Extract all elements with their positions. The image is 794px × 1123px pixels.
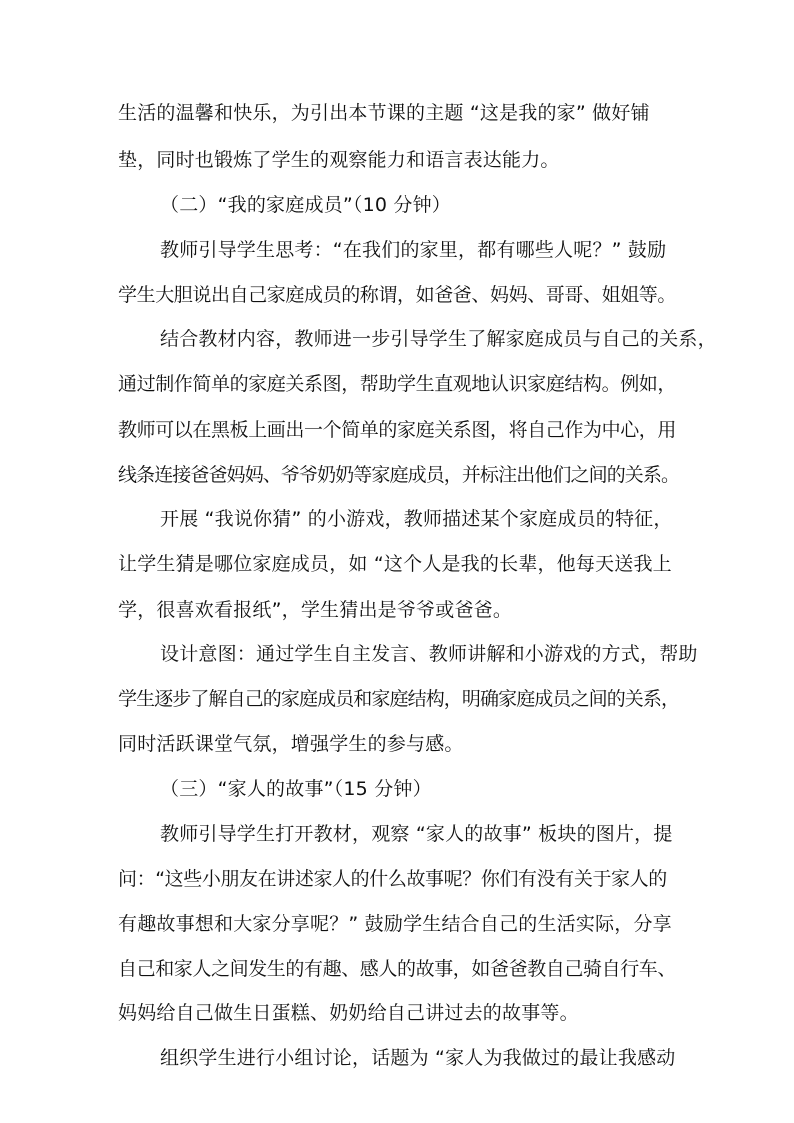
paragraph-line: 结合教材内容，教师进一步引导学生了解家庭成员与自己的关系， (160, 328, 717, 350)
paragraph-line: 问：“这些小朋友在讲述家人的什么故事呢？你们有没有关于家人的 (118, 868, 667, 890)
paragraph-line: 组织学生进行小组讨论，话题为 “家人为我做过的最让我感动 (160, 1047, 676, 1069)
paragraph-line: 学生逐步了解自己的家庭成员和家庭结构，明确家庭成员之间的关系， (118, 688, 680, 710)
section-heading: （二）“我的家庭成员”（10 分钟） (160, 194, 452, 216)
section-heading: （三）“家人的故事”（15 分钟） (160, 778, 432, 800)
paragraph-line: 设计意图：通过学生自主发言、教师讲解和小游戏的方式，帮助 (160, 643, 698, 665)
paragraph-line: 教师可以在黑板上画出一个简单的家庭关系图，将自己作为中心，用 (118, 419, 677, 441)
paragraph-line: 妈妈给自己做生日蛋糕、奶奶给自己讲过去的故事等。 (118, 1002, 579, 1024)
paragraph-line: 教师引导学生思考：“在我们的家里，都有哪些人呢？” 鼓励 (160, 239, 667, 261)
paragraph-line: 自己和家人之间发生的有趣、感人的故事，如爸爸教自己骑自行车、 (118, 958, 677, 980)
paragraph-line: 生活的温馨和快乐，为引出本节课的主题 “这是我的家” 做好铺 (118, 102, 650, 124)
paragraph-line: 通过制作简单的家庭关系图，帮助学生直观地认识家庭结构。例如， (118, 373, 677, 395)
paragraph-line: 学生大胆说出自己家庭成员的称谓，如爸爸、妈妈、哥哥、姐姐等。 (118, 284, 677, 306)
paragraph-line: 线条连接爸爸妈妈、爷爷奶奶等家庭成员，并标注出他们之间的关系。 (118, 464, 680, 486)
paragraph-line: 垫，同时也锻炼了学生的观察能力和语言表达能力。 (118, 149, 560, 171)
paragraph-line: 让学生猜是哪位家庭成员，如 “这个人是我的长辈，他每天送我上 (118, 553, 672, 575)
paragraph-line: 开展 “我说你猜” 的小游戏，教师描述某个家庭成员的特征， (160, 508, 673, 530)
paragraph-line: 教师引导学生打开教材，观察 “家人的故事” 板块的图片，提 (160, 823, 673, 845)
paragraph-line: 有趣故事想和大家分享呢？” 鼓励学生结合自己的生活实际，分享 (118, 913, 672, 935)
paragraph-line: 同时活跃课堂气氛，增强学生的参与感。 (118, 733, 464, 755)
paragraph-line: 学，很喜欢看报纸”，学生猜出是爷爷或爸爸。 (118, 599, 513, 621)
